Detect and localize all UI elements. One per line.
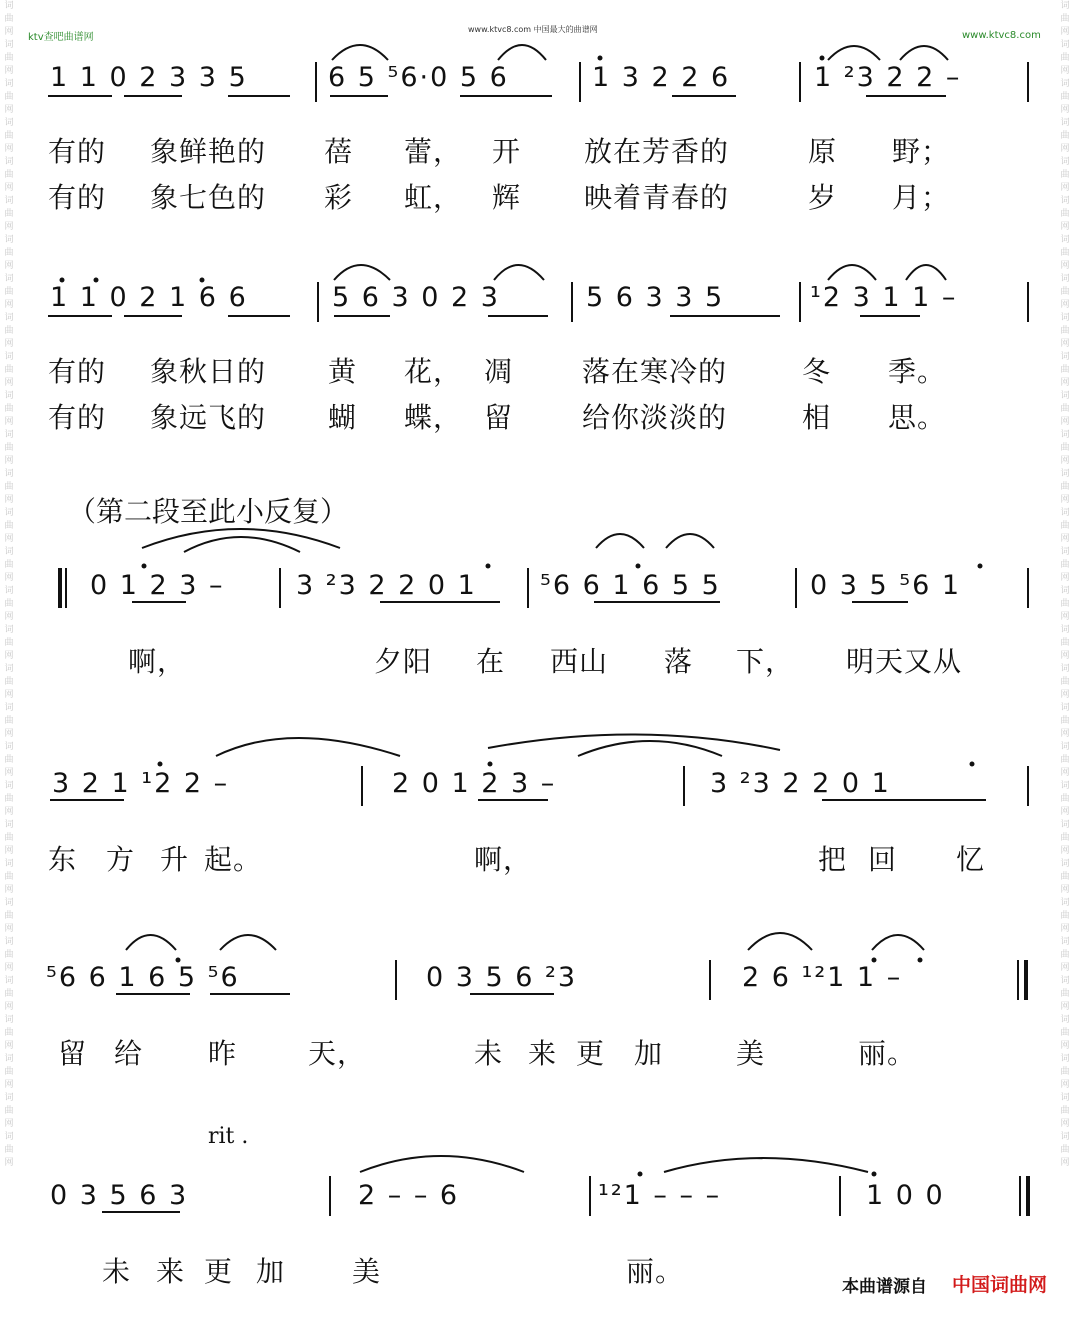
lyric: 开: [492, 135, 522, 168]
lyric: 下，: [736, 645, 795, 678]
measure: ⁵6 6 1 6 5 ⁵6: [46, 962, 240, 993]
lyric: 啊，: [128, 645, 187, 678]
lyric: 东: [48, 843, 78, 876]
source-label: 本曲谱源自: [842, 1277, 927, 1297]
measure: 1 ²3 2 2 –: [814, 62, 962, 93]
lyric: 忆: [956, 843, 986, 876]
site-name: 中国词曲网: [952, 1274, 1048, 1296]
measure: 0 1 2 3 –: [90, 570, 225, 601]
watermark-top-center: www.ktvc8.com 中国最大的曲谱网: [468, 25, 598, 34]
lyric: 花，: [404, 355, 463, 388]
lyric: 昨: [208, 1037, 238, 1070]
measure: 2 – – 6: [358, 1180, 460, 1211]
measure: 1 1 0 2 1 6 6: [50, 282, 248, 313]
lyric: 丽。: [858, 1037, 917, 1070]
lyric: 有的: [48, 181, 107, 214]
measure: 2 6 ¹²1 1 –: [742, 962, 903, 993]
measure: 2 0 1 2 3 –: [392, 768, 557, 799]
lyric: 啊，: [474, 843, 533, 876]
lyric: 未: [102, 1255, 132, 1288]
lyric: 给你淡淡的: [582, 401, 728, 434]
measure: 1 3 2 2 6: [592, 62, 731, 93]
measure: 6 5 ⁵6·0 5 6: [328, 62, 509, 93]
lyric: 有的: [48, 401, 107, 434]
notation-line-5: [46, 962, 1036, 1002]
notation-line-2: [46, 282, 1036, 322]
lyric: 升: [160, 843, 190, 876]
side-watermark-left: 词曲网词曲网词曲网词曲网词曲网词曲网词曲网词曲网词曲网词曲网词曲网词曲网词曲网词曲网词曲网词曲网词曲网词曲网词曲网词曲网词曲网词曲网词曲网词曲网词曲网词曲网词曲网词曲网词曲网词曲网: [4, 1, 14, 1168]
lyric: 夕阳: [374, 645, 433, 678]
lyric: 方: [106, 843, 136, 876]
lyric: 放在芳香的: [584, 135, 730, 168]
measure: ⁵6 6 1 6 5 5: [540, 570, 721, 601]
lyric: 美: [736, 1037, 766, 1070]
lyric: 给: [114, 1037, 144, 1070]
lyric: 来: [528, 1037, 558, 1070]
lyric: 未: [474, 1037, 504, 1070]
lyric: 回: [868, 843, 898, 876]
lyric: 把: [818, 843, 848, 876]
lyric: 落: [664, 645, 694, 678]
lyric: 更: [576, 1037, 606, 1070]
watermark-top-right: www.ktvc8.com: [962, 30, 1041, 41]
lyric: 辉: [492, 181, 522, 214]
lyric: 冬: [802, 355, 832, 388]
notation-line-6: [46, 1180, 1036, 1220]
lyric: 落在寒冷的: [582, 355, 728, 388]
lyric: 明天又从: [846, 645, 963, 678]
notation-line-1: [46, 62, 1036, 102]
lyric: 起。: [204, 843, 263, 876]
measure: 0 3 5 6 ²3: [426, 962, 578, 993]
measure: 3 ²3 2 2 0 1: [296, 570, 477, 601]
lyric: 西山: [550, 645, 609, 678]
lyric: 象七色的: [150, 181, 267, 214]
lyric: 美: [352, 1255, 382, 1288]
lyric: 象秋日的: [150, 355, 267, 388]
measure: ¹²1 – – –: [598, 1180, 722, 1211]
lyric: 蕾，: [404, 135, 463, 168]
lyric: 蝶，: [404, 401, 463, 434]
measure: 5 6 3 0 2 3: [332, 282, 500, 313]
measure: 1 0 0: [866, 1180, 945, 1211]
lyric: 有的: [48, 135, 107, 168]
measure: 1 1 0 2 3 3 5: [50, 62, 248, 93]
lyric: 野；: [892, 135, 951, 168]
side-watermark-right: 词曲网词曲网词曲网词曲网词曲网词曲网词曲网词曲网词曲网词曲网词曲网词曲网词曲网词曲网词曲网词曲网词曲网词曲网词曲网词曲网词曲网词曲网词曲网词曲网词曲网词曲网词曲网词曲网词曲网词曲网: [1060, 1, 1070, 1168]
lyric: 凋: [484, 355, 514, 388]
lyric: 思。: [888, 401, 947, 434]
lyric: 来: [156, 1255, 186, 1288]
lyric: 季。: [888, 355, 947, 388]
lyric: 加: [256, 1255, 286, 1288]
measure: 3 ²3 2 2 0 1: [710, 768, 891, 799]
lyric: 更: [204, 1255, 234, 1288]
lyric: 丽。: [626, 1255, 685, 1288]
measure: 0 3 5 ⁵6 1: [810, 570, 962, 601]
lyric: 象远飞的: [150, 401, 267, 434]
measure: 5 6 3 3 5: [586, 282, 725, 313]
lyric: 虹，: [404, 181, 463, 214]
lyric: 月；: [892, 181, 951, 214]
lyric: 彩: [324, 181, 354, 214]
measure: ¹2 3 1 1 –: [810, 282, 958, 313]
watermark-top-left: ktv查吧曲谱网: [28, 32, 94, 43]
measure: 3 2 1 ¹2 2 –: [52, 768, 230, 799]
tempo-marking: rit .: [208, 1124, 249, 1149]
lyric: 在: [476, 645, 506, 678]
lyric: 蝴: [328, 401, 358, 434]
repeat-note: （第二段至此小反复）: [68, 495, 349, 528]
lyric: 有的: [48, 355, 107, 388]
notation-line-4: [46, 768, 1036, 808]
lyric: 原: [808, 135, 838, 168]
lyric: 映着青春的: [584, 181, 730, 214]
lyric: 蓓: [324, 135, 354, 168]
lyric: 加: [634, 1037, 664, 1070]
lyric: 象鲜艳的: [150, 135, 267, 168]
lyric: 留: [58, 1037, 88, 1070]
notation-line-3: [46, 570, 1036, 610]
lyric: 黄: [328, 355, 358, 388]
measure: 0 3 5 6 3: [50, 1180, 189, 1211]
lyric: 留: [484, 401, 514, 434]
lyric: 岁: [808, 181, 838, 214]
lyric: 相: [802, 401, 832, 434]
lyric: 天，: [308, 1037, 367, 1070]
